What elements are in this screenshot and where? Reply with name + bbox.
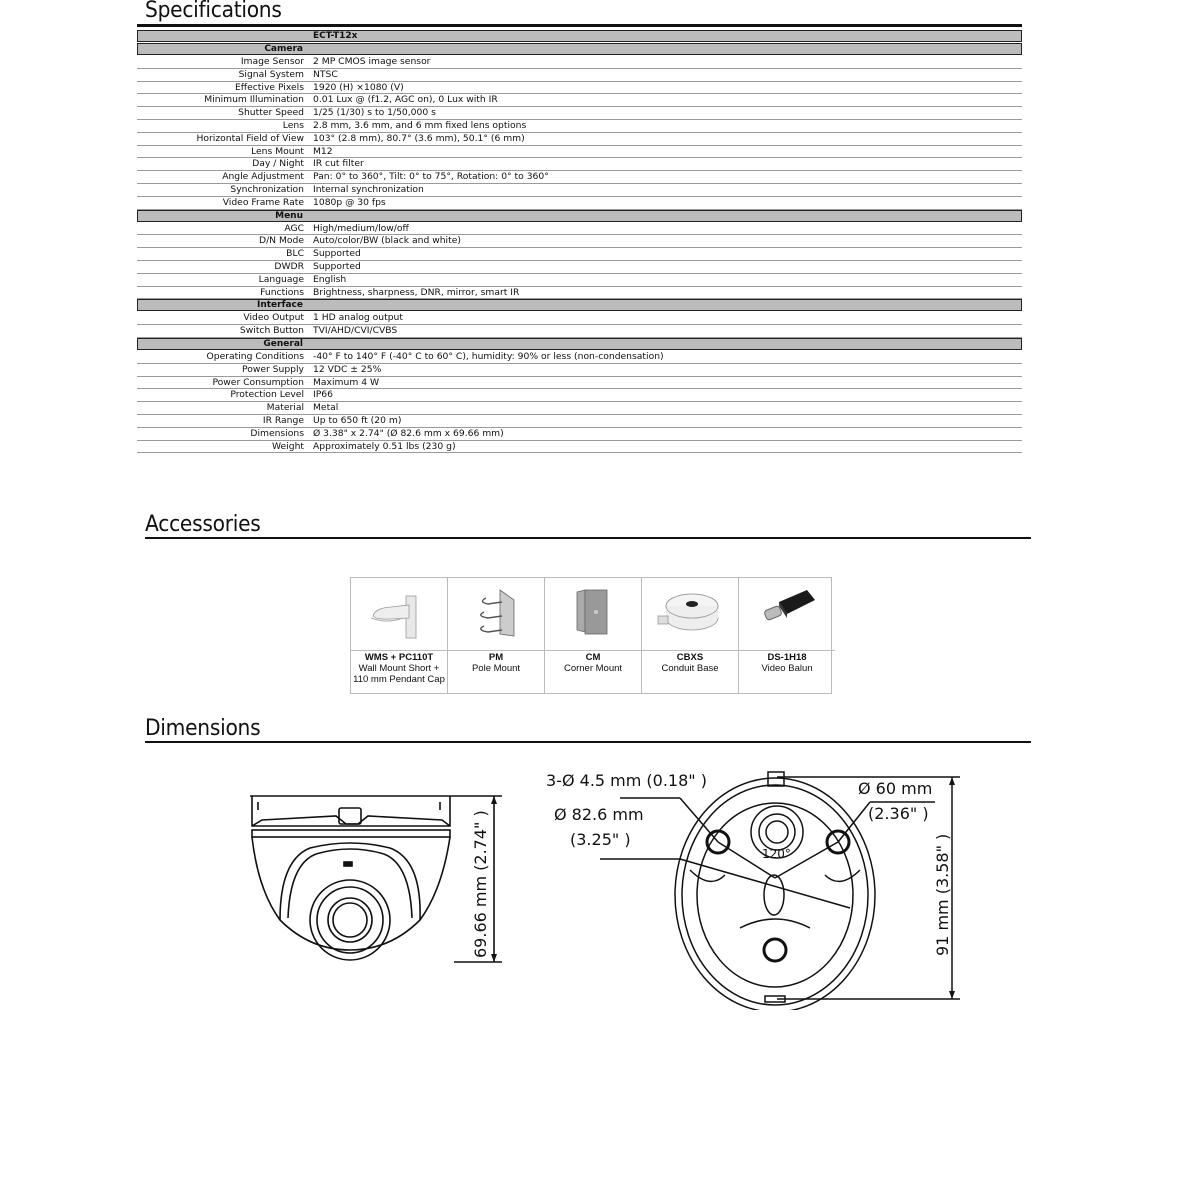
spec-value: 1080p @ 30 fps (313, 196, 386, 208)
spec-key: AGC (284, 222, 304, 234)
accessory-conduit-base (642, 578, 739, 693)
spec-row (137, 274, 1022, 287)
accessory-code: CM (585, 652, 601, 663)
accessory-code: DS-1H18 (767, 652, 807, 663)
spec-key: Language (258, 273, 304, 285)
spec-group-title: General (263, 338, 303, 349)
accessory-desc: Wall Mount Short + 110 mm Pendant Cap (353, 663, 445, 685)
spec-value: Metal (313, 402, 339, 414)
accessories-heading: Accessories (145, 512, 261, 537)
spec-row (137, 325, 1022, 338)
spec-key: Lens (282, 119, 304, 131)
spec-key: BLC (286, 248, 304, 260)
accessory-video-balun (739, 578, 835, 693)
spec-key: Weight (271, 440, 304, 452)
accessory-desc: Video Balun (761, 663, 813, 674)
accessory-desc: Corner Mount (563, 663, 623, 674)
spec-group-header (137, 299, 1022, 311)
spec-row (137, 261, 1022, 274)
conduit-base-icon (642, 578, 738, 650)
spec-group-header (137, 43, 1022, 55)
spec-key: Image Sensor (240, 56, 304, 67)
corner-mount-icon (545, 578, 641, 650)
spec-value: Pan: 0° to 360°, Tilt: 0° to 75°, Rotation: 0° to 360° (313, 171, 549, 183)
spec-value: Ø 3.38" x 2.74" (Ø 82.6 mm x 69.66 mm) (313, 427, 504, 439)
accessory-wall-mount (351, 578, 448, 693)
spec-model-header (137, 30, 1022, 42)
spec-value: Brightness, sharpness, DNR, mirror, smart IR (313, 286, 520, 298)
spec-value: 103° (2.8 mm), 80.7° (3.6 mm), 50.1° (6 mm) (313, 132, 525, 144)
spec-key: Angle Adjustment (222, 171, 304, 183)
spec-table (137, 30, 1022, 453)
spec-value: English (313, 273, 347, 285)
inner-diameter-inch-label: (2.36" ) (868, 804, 929, 823)
spec-key: D/N Mode (259, 235, 304, 247)
video-balun-icon (739, 578, 835, 650)
spec-key: DWDR (274, 260, 304, 272)
spec-row (137, 428, 1022, 441)
spec-key: Power Supply (241, 363, 304, 375)
spec-group-title: Camera (264, 44, 303, 54)
spec-key: Shutter Speed (238, 107, 304, 119)
spec-value: TVI/AHD/CVI/CVBS (313, 325, 398, 337)
spec-key: Synchronization (230, 183, 304, 195)
dimensions-rule (145, 741, 1031, 743)
spec-group-title: Menu (275, 210, 303, 221)
spec-row (137, 402, 1022, 415)
spec-key: Switch Button (239, 325, 304, 337)
spec-value: NTSC (313, 68, 338, 80)
inner-diameter-label: Ø 60 mm (858, 779, 933, 798)
spec-value: 1920 (H) ×1080 (V) (313, 81, 404, 93)
holes-dimension-label: 3-Ø 4.5 mm (0.18" ) (546, 771, 707, 790)
spec-row (137, 120, 1022, 133)
spec-row (137, 364, 1022, 377)
spec-row (137, 415, 1022, 428)
spec-row (137, 56, 1022, 69)
side-height-label: 69.66 mm (2.74" ) (471, 810, 490, 958)
spec-key: Dimensions (250, 427, 304, 439)
spec-key: Operating Conditions (206, 350, 304, 362)
accessories-table (350, 577, 832, 694)
spec-key: Effective Pixels (234, 81, 304, 93)
spec-row (137, 287, 1022, 300)
spec-row (137, 441, 1022, 454)
spec-value: Maximum 4 W (313, 376, 380, 388)
spec-key: Functions (260, 286, 304, 298)
spec-row (137, 133, 1022, 146)
spec-value: 2.8 mm, 3.6 mm, and 6 mm fixed lens options (313, 119, 527, 131)
outer-diameter-label: Ø 82.6 mm (554, 805, 644, 824)
spec-value: 1 HD analog output (313, 312, 403, 324)
spec-value: Approximately 0.51 lbs (230 g) (313, 440, 456, 452)
spec-key: Minimum Illumination (204, 94, 304, 106)
dimensions-heading: Dimensions (145, 716, 261, 741)
accessory-code: PM (488, 652, 504, 663)
spec-row (137, 94, 1022, 107)
spec-group-title: Interface (256, 300, 303, 311)
spec-value: M12 (313, 145, 333, 157)
specifications-heading: Specifications (145, 0, 282, 23)
spec-key: Signal System (238, 68, 304, 80)
spec-value: Internal synchronization (313, 183, 424, 195)
spec-row (137, 312, 1022, 325)
spec-key: IR Range (262, 414, 304, 426)
accessories-rule (145, 537, 1031, 539)
accessory-corner-mount (545, 578, 642, 693)
spec-row (137, 223, 1022, 236)
spec-value: 0.01 Lux @ (f1.2, AGC on), 0 Lux with IR (313, 94, 498, 106)
spec-value: -40° F to 140° F (-40° C to 60° C), humidity: 90% or less (non-condensation) (313, 350, 664, 362)
bottom-height-label: 91 mm (3.58" ) (933, 833, 952, 956)
spec-value: 2 MP CMOS image sensor (313, 56, 431, 67)
angle-label: 120° (762, 847, 791, 861)
spec-row (137, 351, 1022, 364)
spec-row (137, 184, 1022, 197)
spec-key: Horizontal Field of View (196, 132, 304, 144)
spec-row (137, 158, 1022, 171)
accessory-pole-mount (448, 578, 545, 693)
spec-group-header (137, 338, 1022, 350)
spec-row (137, 146, 1022, 159)
accessory-desc: Pole Mount (471, 663, 521, 674)
spec-value: IR cut filter (313, 158, 364, 170)
spec-row (137, 197, 1022, 210)
spec-row (137, 171, 1022, 184)
spec-row (137, 69, 1022, 82)
spec-key: Power Consumption (212, 376, 304, 388)
accessory-desc: Conduit Base (661, 663, 719, 674)
spec-value: 1/25 (1/30) s to 1/50,000 s (313, 107, 436, 119)
spec-model-label: ECT-T12x (313, 31, 358, 41)
spec-row (137, 235, 1022, 248)
spec-key: Video Frame Rate (222, 196, 304, 208)
camera-side-view-drawing (240, 780, 510, 970)
spec-row (137, 107, 1022, 120)
specifications-rule (137, 24, 1022, 27)
spec-key: Day / Night (252, 158, 304, 170)
accessory-code: CBXS (676, 652, 704, 663)
spec-key: Lens Mount (251, 145, 304, 157)
spec-value: High/medium/low/off (313, 222, 409, 234)
outer-diameter-inch-label: (3.25" ) (570, 830, 631, 849)
spec-value: IP66 (313, 389, 333, 401)
spec-value: Supported (313, 248, 361, 260)
wall-mount-icon (351, 578, 447, 650)
spec-value: Auto/color/BW (black and white) (313, 235, 461, 247)
spec-value: Up to 650 ft (20 m) (313, 414, 402, 426)
pole-mount-icon (448, 578, 544, 650)
spec-key: Video Output (243, 312, 304, 324)
spec-key: Protection Level (230, 389, 304, 401)
spec-value: Supported (313, 260, 361, 272)
spec-value: 12 VDC ± 25% (313, 363, 382, 375)
spec-group-header (137, 210, 1022, 222)
spec-row (137, 248, 1022, 261)
spec-row (137, 82, 1022, 95)
spec-row (137, 389, 1022, 402)
spec-key: Material (266, 402, 304, 414)
accessory-code: WMS + PC110T (364, 652, 434, 663)
spec-row (137, 377, 1022, 390)
